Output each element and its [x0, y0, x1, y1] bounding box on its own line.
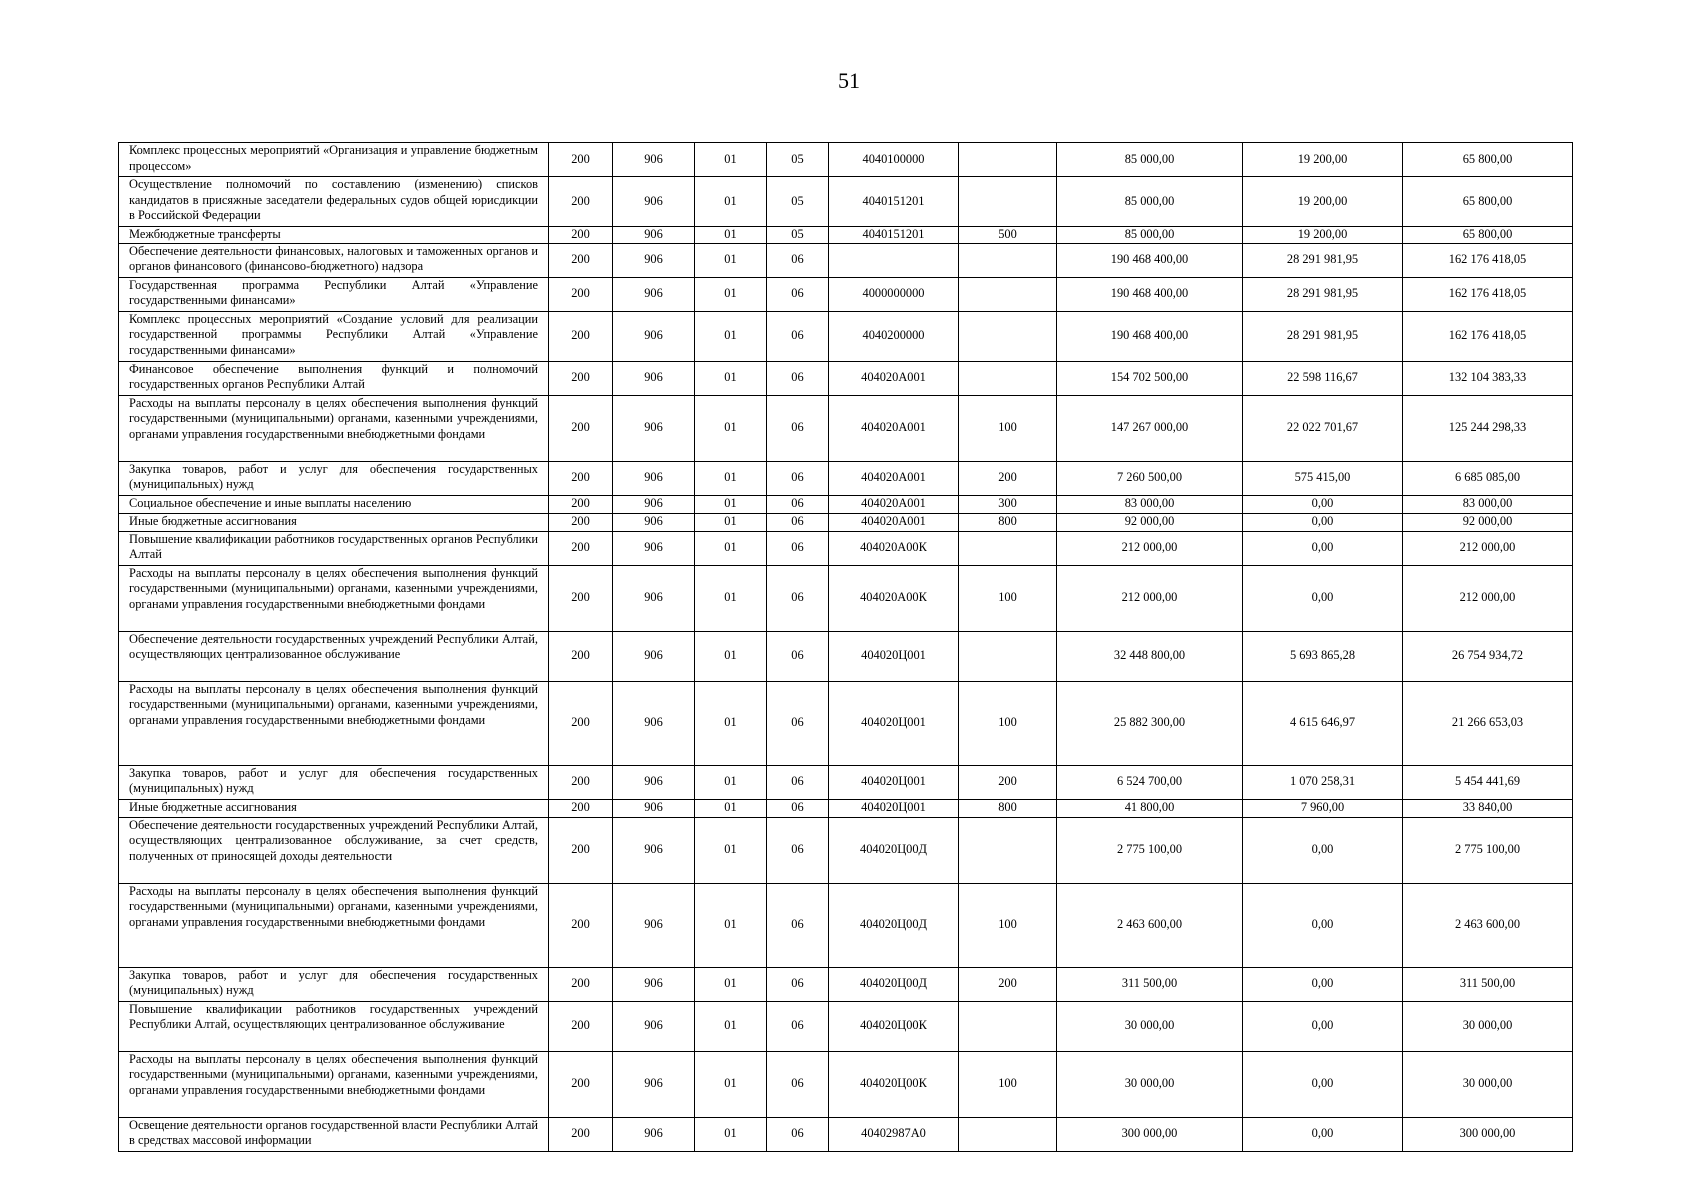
cell-amount-plan: 6 524 700,00	[1057, 765, 1243, 799]
cell-amount-executed: 0,00	[1243, 1117, 1403, 1151]
cell-section: 01	[695, 883, 767, 967]
cell-admin-code: 200	[549, 361, 613, 395]
cell-expense-type: 300	[959, 495, 1057, 513]
cell-target-article: 4000000000	[829, 277, 959, 311]
cell-ministry-code: 906	[613, 495, 695, 513]
cell-ministry-code: 906	[613, 565, 695, 631]
cell-amount-remaining: 212 000,00	[1403, 531, 1573, 565]
table-row	[119, 681, 1573, 765]
cell-admin-code: 200	[549, 817, 613, 883]
cell-amount-plan: 32 448 800,00	[1057, 631, 1243, 681]
cell-amount-remaining: 92 000,00	[1403, 513, 1573, 531]
table-row	[119, 143, 1573, 177]
cell-admin-code: 200	[549, 565, 613, 631]
cell-amount-plan: 85 000,00	[1057, 143, 1243, 177]
table-row	[119, 243, 1573, 277]
cell-amount-remaining: 65 800,00	[1403, 143, 1573, 177]
cell-amount-remaining: 65 800,00	[1403, 177, 1573, 227]
cell-amount-remaining: 311 500,00	[1403, 967, 1573, 1001]
cell-amount-plan: 85 000,00	[1057, 177, 1243, 227]
cell-amount-remaining: 33 840,00	[1403, 799, 1573, 817]
cell-target-article: 4040151201	[829, 227, 959, 244]
cell-name: Освещение деятельности органов государственной власти Республики Алтай в средствах массовой информации	[119, 1117, 549, 1151]
cell-target-article: 4040100000	[829, 143, 959, 177]
cell-ministry-code: 906	[613, 799, 695, 817]
cell-name: Межбюджетные трансферты	[119, 227, 549, 244]
cell-admin-code: 200	[549, 799, 613, 817]
table-row	[119, 967, 1573, 1001]
cell-ministry-code: 906	[613, 1051, 695, 1117]
table-row	[119, 227, 1573, 244]
cell-amount-remaining: 83 000,00	[1403, 495, 1573, 513]
cell-admin-code: 200	[549, 1051, 613, 1117]
cell-ministry-code: 906	[613, 395, 695, 461]
cell-expense-type: 200	[959, 765, 1057, 799]
cell-admin-code: 200	[549, 395, 613, 461]
cell-subsection: 06	[767, 1001, 829, 1051]
cell-amount-remaining: 2 463 600,00	[1403, 883, 1573, 967]
cell-name: Финансовое обеспечение выполнения функций и полномочий государственных органов Республики Алтай	[119, 361, 549, 395]
cell-name: Осуществление полномочий по составлению (изменению) списков кандидатов в присяжные заседатели федеральных судов общей юрисдикции в Российской Федерации	[119, 177, 549, 227]
table-row	[119, 177, 1573, 227]
table-row	[119, 531, 1573, 565]
cell-admin-code: 200	[549, 631, 613, 681]
cell-name: Государственная программа Республики Алтай «Управление государственными финансами»	[119, 277, 549, 311]
cell-section: 01	[695, 799, 767, 817]
cell-subsection: 06	[767, 243, 829, 277]
cell-subsection: 06	[767, 967, 829, 1001]
cell-name: Закупка товаров, работ и услуг для обеспечения государственных (муниципальных) нужд	[119, 765, 549, 799]
cell-ministry-code: 906	[613, 177, 695, 227]
cell-expense-type	[959, 277, 1057, 311]
table-row	[119, 277, 1573, 311]
cell-subsection: 06	[767, 395, 829, 461]
cell-section: 01	[695, 461, 767, 495]
cell-subsection: 05	[767, 227, 829, 244]
cell-target-article: 404020Ц00Д	[829, 883, 959, 967]
cell-section: 01	[695, 143, 767, 177]
cell-amount-plan: 212 000,00	[1057, 565, 1243, 631]
cell-amount-plan: 85 000,00	[1057, 227, 1243, 244]
table-row	[119, 361, 1573, 395]
cell-name: Расходы на выплаты персоналу в целях обеспечения выполнения функций государственными (муниципальными) органами, казенными учреждениями, органами управления государственными внебюджетными фондами	[119, 565, 549, 631]
cell-section: 01	[695, 513, 767, 531]
cell-amount-plan: 190 468 400,00	[1057, 243, 1243, 277]
cell-amount-plan: 300 000,00	[1057, 1117, 1243, 1151]
cell-expense-type: 100	[959, 395, 1057, 461]
cell-subsection: 06	[767, 531, 829, 565]
cell-expense-type: 800	[959, 513, 1057, 531]
cell-amount-executed: 0,00	[1243, 531, 1403, 565]
cell-subsection: 06	[767, 883, 829, 967]
cell-name: Обеспечение деятельности государственных учреждений Республики Алтай, осуществляющих централизованное обслуживание	[119, 631, 549, 681]
cell-subsection: 06	[767, 765, 829, 799]
cell-amount-executed: 0,00	[1243, 1001, 1403, 1051]
cell-admin-code: 200	[549, 681, 613, 765]
cell-amount-executed: 5 693 865,28	[1243, 631, 1403, 681]
cell-amount-executed: 0,00	[1243, 967, 1403, 1001]
cell-target-article: 404020Ц001	[829, 765, 959, 799]
table-row	[119, 565, 1573, 631]
cell-amount-remaining: 162 176 418,05	[1403, 311, 1573, 361]
cell-subsection: 06	[767, 799, 829, 817]
cell-ministry-code: 906	[613, 1001, 695, 1051]
cell-subsection: 06	[767, 631, 829, 681]
cell-expense-type: 100	[959, 883, 1057, 967]
cell-amount-executed: 0,00	[1243, 883, 1403, 967]
cell-amount-remaining: 125 244 298,33	[1403, 395, 1573, 461]
cell-expense-type	[959, 631, 1057, 681]
cell-expense-type	[959, 311, 1057, 361]
cell-subsection: 06	[767, 495, 829, 513]
cell-target-article: 404020А001	[829, 513, 959, 531]
cell-section: 01	[695, 395, 767, 461]
cell-ministry-code: 906	[613, 531, 695, 565]
cell-admin-code: 200	[549, 177, 613, 227]
cell-amount-plan: 92 000,00	[1057, 513, 1243, 531]
cell-admin-code: 200	[549, 495, 613, 513]
table-row	[119, 799, 1573, 817]
cell-section: 01	[695, 495, 767, 513]
cell-section: 01	[695, 311, 767, 361]
cell-ministry-code: 906	[613, 143, 695, 177]
cell-section: 01	[695, 227, 767, 244]
cell-amount-executed: 22 022 701,67	[1243, 395, 1403, 461]
cell-name: Расходы на выплаты персоналу в целях обеспечения выполнения функций государственными (муниципальными) органами, казенными учреждениями, органами управления государственными внебюджетными фондами	[119, 883, 549, 967]
cell-name: Обеспечение деятельности финансовых, налоговых и таможенных органов и органов финансового (финансово-бюджетного) надзора	[119, 243, 549, 277]
cell-amount-executed: 0,00	[1243, 513, 1403, 531]
cell-section: 01	[695, 361, 767, 395]
cell-amount-remaining: 212 000,00	[1403, 565, 1573, 631]
cell-expense-type	[959, 531, 1057, 565]
cell-admin-code: 200	[549, 531, 613, 565]
cell-amount-executed: 0,00	[1243, 817, 1403, 883]
cell-target-article: 404020А00К	[829, 531, 959, 565]
cell-target-article: 40402987А0	[829, 1117, 959, 1151]
cell-subsection: 06	[767, 681, 829, 765]
cell-expense-type	[959, 817, 1057, 883]
cell-section: 01	[695, 243, 767, 277]
cell-target-article: 404020Ц001	[829, 631, 959, 681]
cell-subsection: 05	[767, 177, 829, 227]
table-row	[119, 817, 1573, 883]
cell-target-article: 404020А001	[829, 361, 959, 395]
cell-ministry-code: 906	[613, 765, 695, 799]
cell-target-article: 404020А001	[829, 495, 959, 513]
cell-amount-remaining: 26 754 934,72	[1403, 631, 1573, 681]
cell-section: 01	[695, 277, 767, 311]
cell-section: 01	[695, 1117, 767, 1151]
cell-admin-code: 200	[549, 513, 613, 531]
cell-amount-plan: 190 468 400,00	[1057, 311, 1243, 361]
cell-name: Повышение квалификации работников государственных органов Республики Алтай	[119, 531, 549, 565]
cell-target-article: 4040151201	[829, 177, 959, 227]
cell-amount-executed: 0,00	[1243, 1051, 1403, 1117]
cell-amount-plan: 311 500,00	[1057, 967, 1243, 1001]
cell-ministry-code: 906	[613, 1117, 695, 1151]
cell-section: 01	[695, 1001, 767, 1051]
cell-ministry-code: 906	[613, 361, 695, 395]
cell-ministry-code: 906	[613, 631, 695, 681]
cell-subsection: 06	[767, 1051, 829, 1117]
cell-target-article	[829, 243, 959, 277]
cell-target-article: 404020Ц001	[829, 681, 959, 765]
cell-admin-code: 200	[549, 277, 613, 311]
cell-name: Обеспечение деятельности государственных учреждений Республики Алтай, осуществляющих централизованное обслуживание, за счет средств, полученных от приносящей доходы деятельности	[119, 817, 549, 883]
cell-amount-plan: 30 000,00	[1057, 1001, 1243, 1051]
cell-amount-executed: 0,00	[1243, 495, 1403, 513]
cell-subsection: 06	[767, 565, 829, 631]
cell-amount-executed: 575 415,00	[1243, 461, 1403, 495]
cell-admin-code: 200	[549, 461, 613, 495]
cell-target-article: 404020А00К	[829, 565, 959, 631]
cell-admin-code: 200	[549, 243, 613, 277]
cell-amount-remaining: 300 000,00	[1403, 1117, 1573, 1151]
cell-expense-type: 100	[959, 565, 1057, 631]
table-row	[119, 1001, 1573, 1051]
cell-amount-executed: 28 291 981,95	[1243, 311, 1403, 361]
cell-subsection: 06	[767, 461, 829, 495]
table-row	[119, 765, 1573, 799]
table-row	[119, 883, 1573, 967]
cell-section: 01	[695, 177, 767, 227]
cell-section: 01	[695, 565, 767, 631]
cell-expense-type	[959, 143, 1057, 177]
table-row	[119, 311, 1573, 361]
cell-amount-remaining: 5 454 441,69	[1403, 765, 1573, 799]
cell-amount-remaining: 2 775 100,00	[1403, 817, 1573, 883]
cell-ministry-code: 906	[613, 681, 695, 765]
cell-admin-code: 200	[549, 967, 613, 1001]
cell-expense-type	[959, 361, 1057, 395]
cell-amount-remaining: 162 176 418,05	[1403, 243, 1573, 277]
cell-amount-executed: 0,00	[1243, 565, 1403, 631]
cell-subsection: 06	[767, 361, 829, 395]
cell-ministry-code: 906	[613, 513, 695, 531]
cell-amount-remaining: 30 000,00	[1403, 1051, 1573, 1117]
cell-amount-executed: 28 291 981,95	[1243, 277, 1403, 311]
cell-name: Иные бюджетные ассигнования	[119, 799, 549, 817]
cell-amount-plan: 83 000,00	[1057, 495, 1243, 513]
cell-amount-executed: 19 200,00	[1243, 143, 1403, 177]
cell-expense-type	[959, 177, 1057, 227]
cell-amount-executed: 19 200,00	[1243, 177, 1403, 227]
cell-expense-type: 100	[959, 681, 1057, 765]
cell-section: 01	[695, 631, 767, 681]
cell-amount-plan: 147 267 000,00	[1057, 395, 1243, 461]
cell-amount-remaining: 6 685 085,00	[1403, 461, 1573, 495]
cell-target-article: 404020А001	[829, 461, 959, 495]
cell-target-article: 404020Ц00К	[829, 1001, 959, 1051]
cell-admin-code: 200	[549, 1117, 613, 1151]
cell-section: 01	[695, 967, 767, 1001]
cell-target-article: 404020Ц00Д	[829, 967, 959, 1001]
cell-ministry-code: 906	[613, 967, 695, 1001]
cell-ministry-code: 906	[613, 311, 695, 361]
cell-amount-plan: 7 260 500,00	[1057, 461, 1243, 495]
cell-admin-code: 200	[549, 143, 613, 177]
cell-ministry-code: 906	[613, 243, 695, 277]
cell-amount-executed: 7 960,00	[1243, 799, 1403, 817]
cell-name: Закупка товаров, работ и услуг для обеспечения государственных (муниципальных) нужд	[119, 967, 549, 1001]
cell-name: Закупка товаров, работ и услуг для обеспечения государственных (муниципальных) нужд	[119, 461, 549, 495]
cell-name: Социальное обеспечение и иные выплаты населению	[119, 495, 549, 513]
cell-amount-plan: 25 882 300,00	[1057, 681, 1243, 765]
cell-section: 01	[695, 531, 767, 565]
cell-amount-executed: 22 598 116,67	[1243, 361, 1403, 395]
cell-amount-executed: 28 291 981,95	[1243, 243, 1403, 277]
cell-subsection: 06	[767, 817, 829, 883]
cell-amount-executed: 19 200,00	[1243, 227, 1403, 244]
cell-amount-remaining: 30 000,00	[1403, 1001, 1573, 1051]
cell-target-article: 404020Ц001	[829, 799, 959, 817]
cell-amount-plan: 190 468 400,00	[1057, 277, 1243, 311]
cell-ministry-code: 906	[613, 461, 695, 495]
table-row	[119, 513, 1573, 531]
cell-ministry-code: 906	[613, 227, 695, 244]
cell-subsection: 06	[767, 277, 829, 311]
cell-subsection: 06	[767, 1117, 829, 1151]
cell-amount-plan: 41 800,00	[1057, 799, 1243, 817]
cell-ministry-code: 906	[613, 277, 695, 311]
cell-name: Расходы на выплаты персоналу в целях обеспечения выполнения функций государственными (муниципальными) органами, казенными учреждениями, органами управления государственными внебюджетными фондами	[119, 395, 549, 461]
cell-expense-type: 200	[959, 967, 1057, 1001]
cell-admin-code: 200	[549, 765, 613, 799]
cell-name: Расходы на выплаты персоналу в целях обеспечения выполнения функций государственными (муниципальными) органами, казенными учреждениями, органами управления государственными внебюджетными фондами	[119, 1051, 549, 1117]
cell-ministry-code: 906	[613, 817, 695, 883]
cell-expense-type: 200	[959, 461, 1057, 495]
table-row	[119, 461, 1573, 495]
cell-target-article: 404020Ц00Д	[829, 817, 959, 883]
cell-subsection: 06	[767, 513, 829, 531]
cell-name: Повышение квалификации работников государственных учреждений Республики Алтай, осуществляющих централизованное обслуживание	[119, 1001, 549, 1051]
cell-subsection: 05	[767, 143, 829, 177]
cell-subsection: 06	[767, 311, 829, 361]
budget-table-body	[119, 143, 1573, 1152]
cell-name: Иные бюджетные ассигнования	[119, 513, 549, 531]
cell-name: Комплекс процессных мероприятий «Организация и управление бюджетным процессом»	[119, 143, 549, 177]
cell-amount-remaining: 65 800,00	[1403, 227, 1573, 244]
cell-target-article: 404020Ц00К	[829, 1051, 959, 1117]
cell-admin-code: 200	[549, 311, 613, 361]
cell-target-article: 4040200000	[829, 311, 959, 361]
cell-section: 01	[695, 1051, 767, 1117]
cell-admin-code: 200	[549, 1001, 613, 1051]
cell-amount-plan: 154 702 500,00	[1057, 361, 1243, 395]
cell-amount-plan: 2 775 100,00	[1057, 817, 1243, 883]
cell-expense-type	[959, 1001, 1057, 1051]
cell-section: 01	[695, 681, 767, 765]
cell-amount-plan: 212 000,00	[1057, 531, 1243, 565]
cell-amount-remaining: 132 104 383,33	[1403, 361, 1573, 395]
table-row	[119, 631, 1573, 681]
table-row	[119, 395, 1573, 461]
cell-amount-plan: 2 463 600,00	[1057, 883, 1243, 967]
cell-expense-type: 800	[959, 799, 1057, 817]
cell-admin-code: 200	[549, 883, 613, 967]
cell-expense-type	[959, 1117, 1057, 1151]
table-row	[119, 1117, 1573, 1151]
cell-amount-executed: 4 615 646,97	[1243, 681, 1403, 765]
cell-amount-executed: 1 070 258,31	[1243, 765, 1403, 799]
cell-ministry-code: 906	[613, 883, 695, 967]
cell-name: Расходы на выплаты персоналу в целях обеспечения выполнения функций государственными (муниципальными) органами, казенными учреждениями, органами управления государственными внебюджетными фондами	[119, 681, 549, 765]
cell-amount-plan: 30 000,00	[1057, 1051, 1243, 1117]
cell-section: 01	[695, 765, 767, 799]
cell-amount-remaining: 21 266 653,03	[1403, 681, 1573, 765]
cell-admin-code: 200	[549, 227, 613, 244]
page-number: 51	[838, 68, 860, 93]
cell-section: 01	[695, 817, 767, 883]
cell-expense-type: 500	[959, 227, 1057, 244]
budget-table	[118, 142, 1573, 1152]
table-row	[119, 1051, 1573, 1117]
cell-target-article: 404020А001	[829, 395, 959, 461]
cell-expense-type	[959, 243, 1057, 277]
cell-name: Комплекс процессных мероприятий «Создание условий для реализации государственной программы Республики Алтай «Управление государственными финансами»	[119, 311, 549, 361]
cell-amount-remaining: 162 176 418,05	[1403, 277, 1573, 311]
cell-expense-type: 100	[959, 1051, 1057, 1117]
table-row	[119, 495, 1573, 513]
